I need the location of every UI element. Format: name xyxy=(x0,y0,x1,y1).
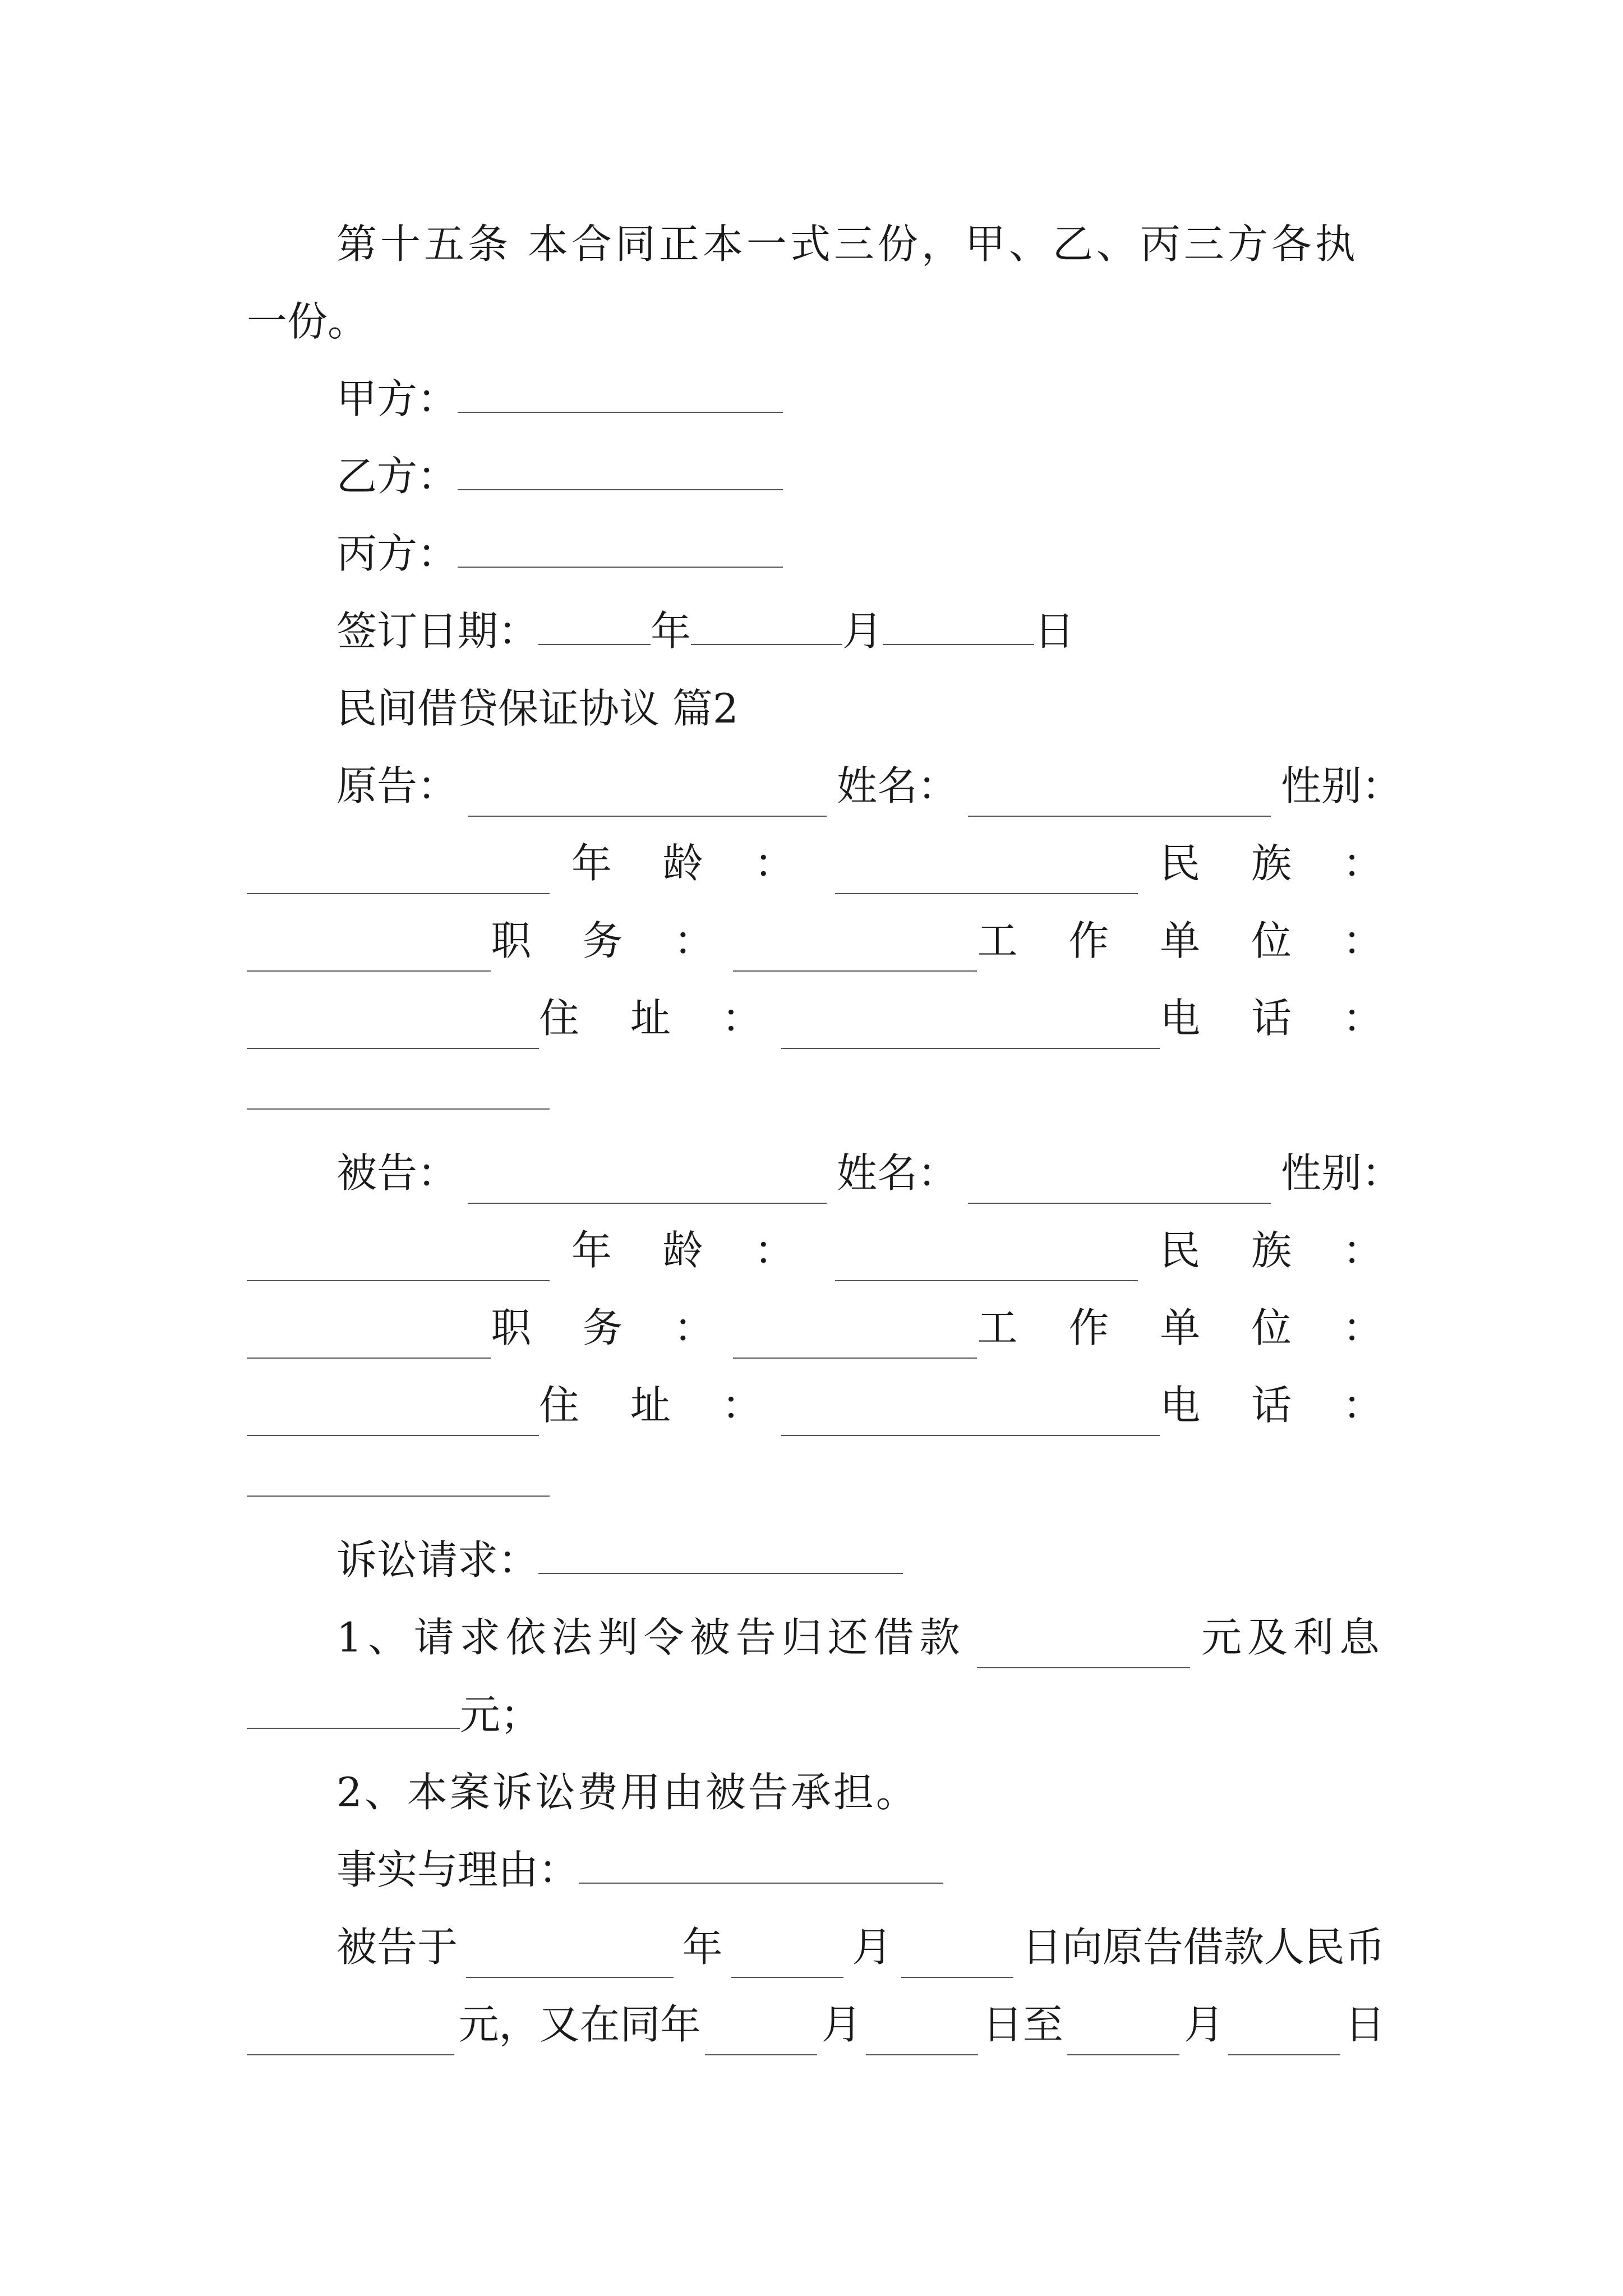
facts-l1-month: 月 xyxy=(852,1924,893,1971)
facts-l2-month2: 月 xyxy=(1183,2001,1224,2048)
plaintiff-label: 原告： xyxy=(336,762,458,809)
defendant-age-blank[interactable] xyxy=(835,1245,1138,1281)
plaintiff-employer-blank[interactable] xyxy=(247,1013,539,1049)
plaintiff-line-4 xyxy=(247,987,1402,1049)
defendant-name-label: 姓名： xyxy=(836,1149,958,1197)
plaintiff-ethnicity-label: 民 族 ： xyxy=(1160,840,1402,887)
facts-l2-day: 日至 xyxy=(982,2001,1063,2048)
plaintiff-employer-label: 工 作 单 位 ： xyxy=(977,917,1402,964)
claims-blank[interactable] xyxy=(538,1538,903,1574)
facts-l2-day2: 日 xyxy=(1344,2001,1385,2048)
defendant-label: 被告： xyxy=(336,1149,458,1197)
plaintiff-line-3 xyxy=(247,910,1402,972)
claim-principal-blank[interactable] xyxy=(977,1632,1190,1668)
facts-l2-day2-blank[interactable] xyxy=(1228,2019,1340,2055)
facts-l1-year: 年 xyxy=(682,1924,723,1971)
party-c-blank[interactable] xyxy=(458,532,783,568)
defendant-employer-label: 工 作 单 位 ： xyxy=(977,1304,1402,1351)
facts-line-1 xyxy=(336,1916,1385,1978)
defendant-address-blank[interactable] xyxy=(781,1400,1160,1436)
defendant-line-5 xyxy=(247,1452,550,1513)
defendant-line-4 xyxy=(247,1374,1402,1436)
defendant-line-3 xyxy=(247,1297,1402,1359)
plaintiff-line-2 xyxy=(247,832,1402,894)
party-a-blank[interactable] xyxy=(458,377,783,413)
party-b-blank[interactable] xyxy=(458,454,783,490)
sign-day-label: 日 xyxy=(1034,608,1075,655)
plaintiff-line-5 xyxy=(247,1065,550,1126)
facts-month-blank[interactable] xyxy=(731,1942,843,1978)
claim-1-text-c: 元； xyxy=(460,1691,541,1738)
claim-2-text: 2、本案诉讼费用由被告承担。 xyxy=(336,1769,919,1816)
clause-15-line-1 xyxy=(336,213,1391,275)
defendant-ethnicity-blank[interactable] xyxy=(247,1323,491,1359)
defendant-employer-blank[interactable] xyxy=(247,1400,539,1436)
plaintiff-gender-blank[interactable] xyxy=(247,858,550,894)
defendant-age-label: 年 龄 ： xyxy=(571,1227,814,1274)
plaintiff-address-label: 住 址 ： xyxy=(539,995,781,1042)
defendant-name-blank[interactable] xyxy=(968,1168,1271,1204)
claim-1-line-1 xyxy=(336,1607,1385,1668)
plaintiff-blank[interactable] xyxy=(468,781,827,817)
plaintiff-address-blank[interactable] xyxy=(781,1013,1160,1049)
claim-2-line xyxy=(336,1761,919,1823)
section-title-text: 民间借贷保证协议 篇2 xyxy=(336,685,739,732)
sign-day-blank[interactable] xyxy=(883,609,1034,645)
plaintiff-age-blank[interactable] xyxy=(835,858,1138,894)
clause-15-text-cont: 一份。 xyxy=(247,298,368,345)
defendant-gender-blank[interactable] xyxy=(247,1245,550,1281)
facts-line-2 xyxy=(247,1994,1385,2055)
sign-year-label: 年 xyxy=(651,608,691,655)
sign-month-blank[interactable] xyxy=(691,609,842,645)
facts-blank[interactable] xyxy=(579,1848,943,1884)
claims-line xyxy=(336,1529,903,1591)
clause-15-line-2 xyxy=(247,291,368,352)
party-a-label: 甲方： xyxy=(336,375,458,422)
facts-l2-month2-blank[interactable] xyxy=(1067,2019,1179,2055)
defendant-phone-blank[interactable] xyxy=(247,1461,550,1497)
facts-label: 事实与理由： xyxy=(336,1846,579,1893)
sign-month-label: 月 xyxy=(842,608,883,655)
claim-1-text-b: 元及利息 xyxy=(1201,1614,1385,1661)
party-b-line xyxy=(336,445,783,507)
defendant-job-label: 职 务 ： xyxy=(491,1304,734,1351)
clause-15-text: 第十五条 本合同正本一式三份，甲、乙、丙三方各执 xyxy=(336,220,1359,268)
facts-l2-month: 月 xyxy=(821,2001,862,2048)
party-a-line xyxy=(336,368,783,430)
defendant-address-label: 住 址 ： xyxy=(539,1382,781,1429)
facts-l1-text-a: 被告于 xyxy=(336,1924,458,1971)
defendant-blank[interactable] xyxy=(468,1168,827,1204)
section-title xyxy=(336,678,739,739)
defendant-gender-label: 性别： xyxy=(1280,1149,1402,1197)
plaintiff-job-label: 职 务 ： xyxy=(491,917,734,964)
sign-date-line xyxy=(336,600,1075,662)
plaintiff-phone-label: 电 话 ： xyxy=(1160,995,1402,1042)
plaintiff-name-blank[interactable] xyxy=(968,781,1271,817)
facts-l2-month-blank[interactable] xyxy=(705,2019,817,2055)
plaintiff-ethnicity-blank[interactable] xyxy=(247,936,491,972)
sign-date-label: 签订日期： xyxy=(336,608,539,655)
facts-l2-day-blank[interactable] xyxy=(866,2019,978,2055)
claim-1-line-2 xyxy=(247,1684,541,1746)
plaintiff-phone-blank[interactable] xyxy=(247,1074,550,1110)
party-c-label: 丙方： xyxy=(336,530,458,577)
sign-year-blank[interactable] xyxy=(538,609,651,645)
defendant-line-2 xyxy=(247,1220,1402,1281)
facts-year-blank[interactable] xyxy=(466,1942,674,1978)
facts-day-blank[interactable] xyxy=(901,1942,1013,1978)
defendant-job-blank[interactable] xyxy=(733,1323,977,1359)
party-b-label: 乙方： xyxy=(336,453,458,500)
facts-amount-blank[interactable] xyxy=(247,2019,454,2055)
claim-interest-blank[interactable] xyxy=(247,1693,460,1729)
plaintiff-job-blank[interactable] xyxy=(733,936,977,972)
facts-line xyxy=(336,1839,943,1901)
plaintiff-line-1 xyxy=(336,755,1402,817)
claims-label: 诉讼请求： xyxy=(336,1536,539,1584)
claim-1-text: 1、请求依法判令被告归还借款 xyxy=(336,1614,966,1661)
plaintiff-age-label: 年 龄 ： xyxy=(571,840,814,887)
facts-l2-text-a: 元，又在同年 xyxy=(458,2001,701,2048)
party-c-line xyxy=(336,523,783,585)
defendant-ethnicity-label: 民 族 ： xyxy=(1160,1227,1402,1274)
defendant-phone-label: 电 话 ： xyxy=(1160,1382,1402,1429)
facts-l1-text-b: 日向原告借款人民币 xyxy=(1021,1924,1385,1971)
defendant-line-1 xyxy=(336,1142,1402,1204)
plaintiff-name-label: 姓名： xyxy=(836,762,958,809)
plaintiff-gender-label: 性别： xyxy=(1280,762,1402,809)
